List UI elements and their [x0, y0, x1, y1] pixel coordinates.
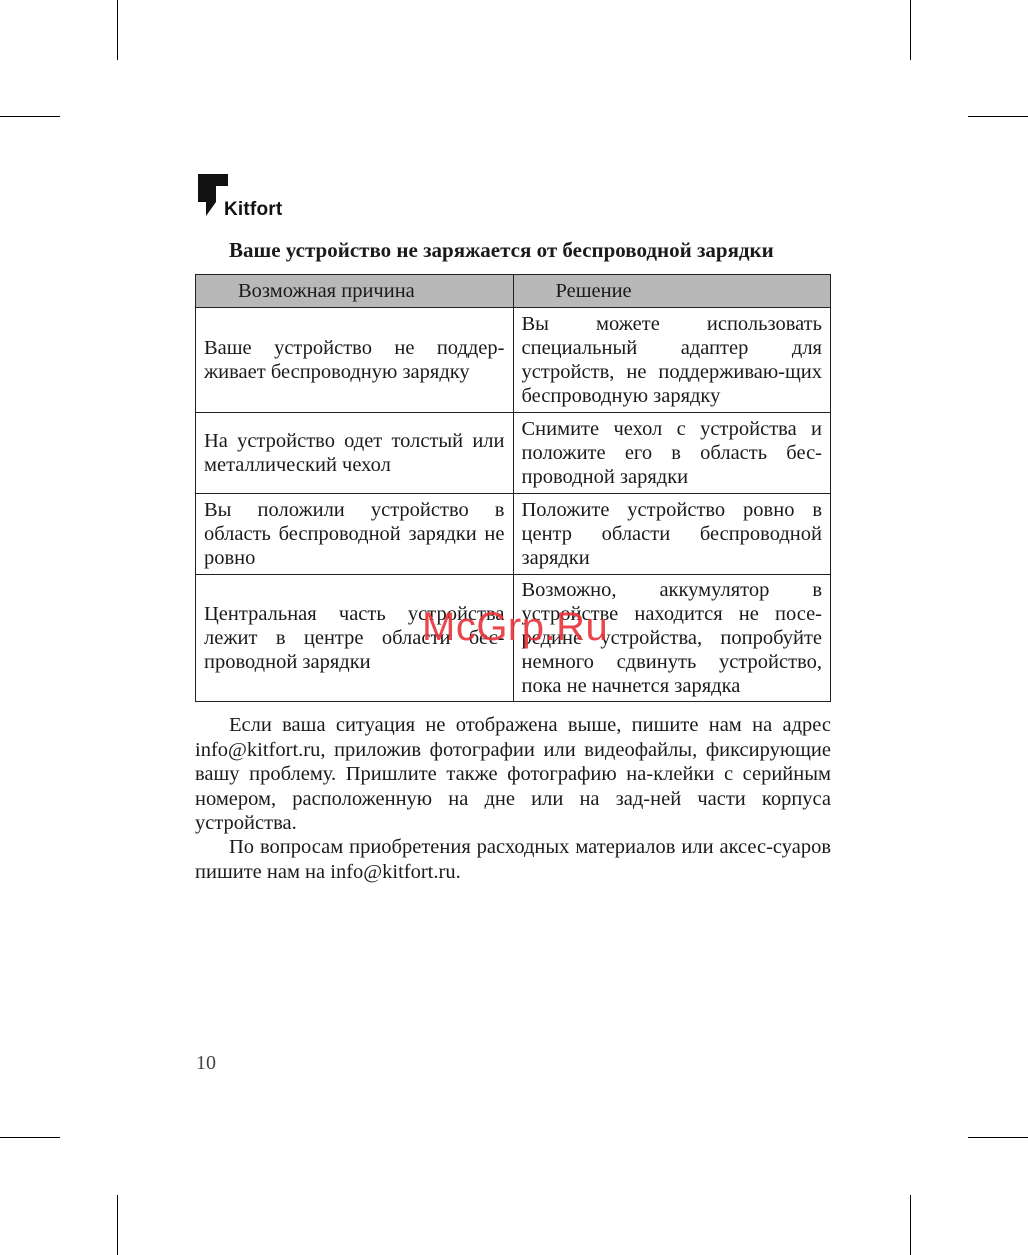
brand-logo: [196, 172, 306, 220]
table-row: [196, 494, 831, 575]
table-row: [196, 308, 831, 413]
crop-mark: [968, 1137, 1028, 1138]
crop-mark: [968, 116, 1028, 117]
column-header-cause: Возможная причина: [196, 275, 514, 308]
cause-cell: Ваше устройство не поддер-живает беспроводную зарядку: [196, 308, 514, 413]
table-header-row: [196, 275, 831, 308]
solution-cell: Положите устройство ровно в центр области беспроводной зарядки: [513, 494, 831, 575]
solution-cell: Снимите чехол с устройства и положите его в область бес-проводной зарядки: [513, 413, 831, 494]
cause-cell: На устройство одет толстый или металлический чехол: [196, 413, 514, 494]
cause-cell: Вы положили устройство в область беспроводной зарядки не ровно: [196, 494, 514, 575]
column-header-solution: Решение: [513, 275, 831, 308]
crop-mark: [117, 1195, 118, 1255]
crop-mark: [0, 1137, 60, 1138]
page-number: 10: [196, 1052, 216, 1074]
page-title: Ваше устройство не заряжается от беспроводной зарядки: [229, 238, 774, 262]
solution-cell: Возможно, аккумулятор в устройстве находится не посе-редине устройства, попробуйте немного сдвинуть устройство, пока не начнется зарядка: [513, 575, 831, 702]
crop-mark: [910, 0, 911, 60]
crop-mark: [0, 116, 60, 117]
cause-cell: Центральная часть устройства лежит в центре области бес-проводной зарядки: [196, 575, 514, 702]
accessories-paragraph: По вопросам приобретения расходных материалов или аксес-суаров пишите нам на info@kitfort.ru.: [195, 836, 831, 883]
contact-paragraph: Если ваша ситуация не отображена выше, пишите нам на адрес info@kitfort.ru, приложив фотографии или видеофайлы, фиксирующие вашу проблему. Пришлите также фотографию на-клейки с серийным номером, расположенную на дне или на зад-ней части корпуса устройства.: [195, 714, 831, 834]
crop-mark: [117, 0, 118, 60]
solution-cell: Вы можете использовать специальный адаптер для устройств, не поддерживаю-щих беспроводную зарядку: [513, 308, 831, 413]
watermark: McGrp.Ru: [422, 605, 609, 649]
table-row: [196, 413, 831, 494]
brand-name: Kitfort: [224, 199, 283, 220]
crop-mark: [910, 1195, 911, 1255]
